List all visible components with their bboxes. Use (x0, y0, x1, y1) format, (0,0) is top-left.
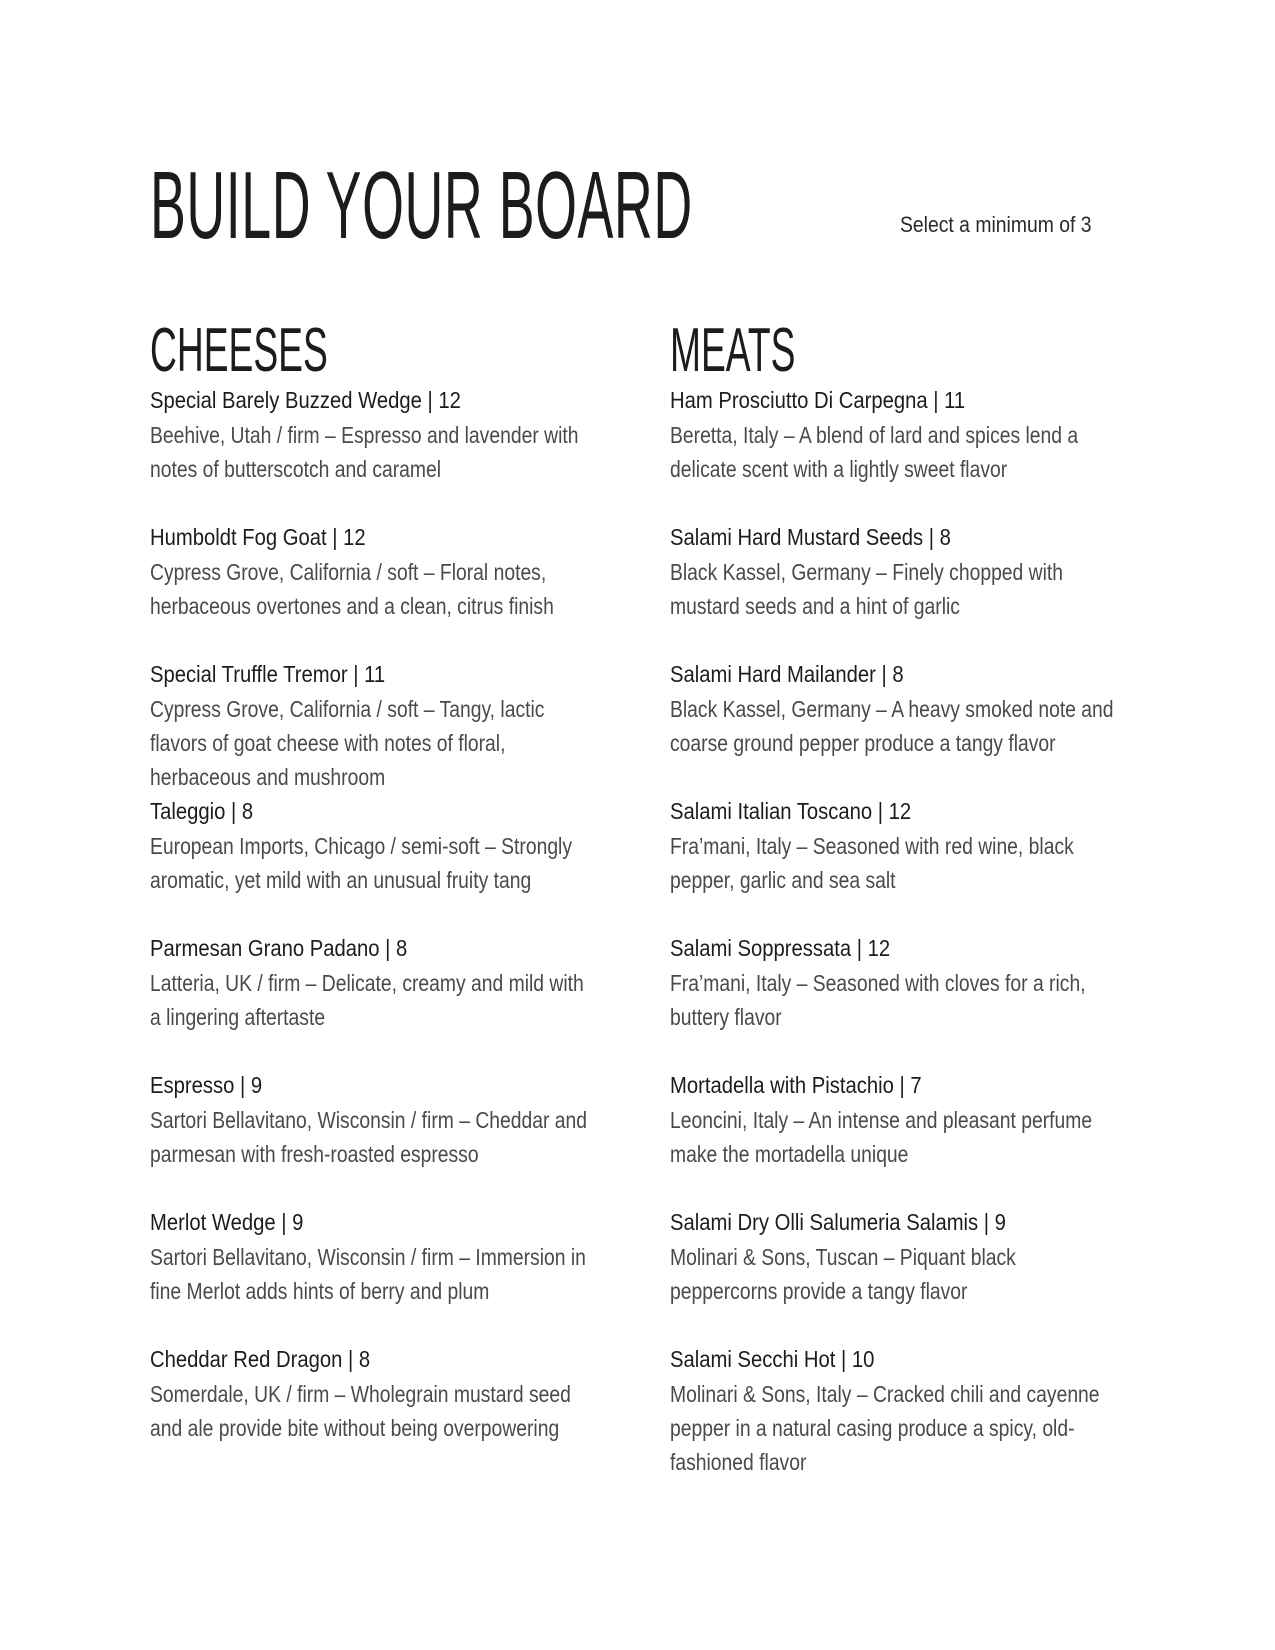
item-description: Cypress Grove, California / soft – Floral notes, herbaceous overtones and a clean, citrus finish (150, 559, 554, 619)
item-name: Salami Hard Mustard Seeds | 8 (670, 524, 951, 550)
item-name: Salami Hard Mailander | 8 (670, 661, 904, 687)
item-description: Black Kassel, Germany – Finely chopped with mustard seeds and a hint of garlic (670, 559, 1064, 619)
menu-item (150, 384, 610, 521)
item-description: Fra’mani, Italy – Seasoned with red wine, black pepper, garlic and sea salt (670, 833, 1074, 893)
item-description: Leoncini, Italy – An intense and pleasant perfume make the mortadella unique (670, 1107, 1093, 1167)
item-name: Cheddar Red Dragon | 8 (150, 1346, 371, 1372)
item-description: Beretta, Italy – A blend of lard and spices lend a delicate scent with a lightly sweet flavor (670, 422, 1079, 482)
menu-item (150, 1206, 610, 1343)
meats-section (670, 316, 1130, 1480)
page-title: BUILD YOUR BOARD (150, 152, 693, 259)
item-description: Latteria, UK / firm – Delicate, creamy and mild with a lingering aftertaste (150, 970, 584, 1030)
item-name: Taleggio | 8 (150, 798, 254, 824)
cheeses-heading: CHEESES (150, 316, 328, 385)
menu-item (670, 521, 1130, 658)
item-name: Humboldt Fog Goat | 12 (150, 524, 366, 550)
item-name: Salami Dry Olli Salumeria Salamis | 9 (670, 1209, 1006, 1235)
item-description: Cypress Grove, California / soft – Tangy, lactic flavors of goat cheese with notes of floral, herbaceous and mushroom (150, 696, 545, 790)
item-name: Special Truffle Tremor | 11 (150, 661, 386, 687)
item-description: Molinari & Sons, Italy – Cracked chili and cayenne pepper in a natural casing produce a spicy, old-fashioned flavor (670, 1381, 1100, 1475)
menu-item (150, 521, 610, 658)
item-description: Black Kassel, Germany – A heavy smoked note and coarse ground pepper produce a tangy flavor (670, 696, 1114, 756)
item-description: European Imports, Chicago / semi-soft – Strongly aromatic, yet mild with an unusual fruity tang (150, 833, 573, 893)
item-name: Merlot Wedge | 9 (150, 1209, 304, 1235)
item-description: Beehive, Utah / firm – Espresso and lavender with notes of butterscotch and caramel (150, 422, 579, 482)
menu-item (670, 1206, 1130, 1343)
menu-item (150, 1343, 610, 1480)
item-description: Somerdale, UK / firm – Wholegrain mustard seed and ale provide bite without being overpowering (150, 1381, 571, 1441)
menu-item (150, 795, 610, 932)
item-name: Mortadella with Pistachio | 7 (670, 1072, 922, 1098)
item-name: Ham Prosciutto Di Carpegna | 11 (670, 387, 966, 413)
menu-item (670, 384, 1130, 521)
item-name: Salami Secchi Hot | 10 (670, 1346, 875, 1372)
item-name: Parmesan Grano Padano | 8 (150, 935, 408, 961)
menu-item (150, 658, 610, 795)
menu-item (670, 658, 1130, 795)
menu-item (150, 1069, 610, 1206)
menu-item (670, 1069, 1130, 1206)
selection-note: Select a minimum of 3 (900, 212, 1092, 237)
menu-item (670, 932, 1130, 1069)
item-description: Fra’mani, Italy – Seasoned with cloves for a rich, buttery flavor (670, 970, 1086, 1030)
cheeses-section (150, 316, 610, 1480)
item-name: Espresso | 9 (150, 1072, 263, 1098)
menu-item (670, 1343, 1130, 1480)
item-description: Molinari & Sons, Tuscan – Piquant black peppercorns provide a tangy flavor (670, 1244, 1016, 1304)
menu-item (670, 795, 1130, 932)
item-description: Sartori Bellavitano, Wisconsin / firm – Cheddar and parmesan with fresh-roasted espresso (150, 1107, 588, 1167)
item-name: Salami Soppressata | 12 (670, 935, 891, 961)
meats-heading: MEATS (670, 316, 796, 385)
item-name: Special Barely Buzzed Wedge | 12 (150, 387, 461, 413)
item-name: Salami Italian Toscano | 12 (670, 798, 912, 824)
item-description: Sartori Bellavitano, Wisconsin / firm – Immersion in fine Merlot adds hints of berry and plum (150, 1244, 586, 1304)
menu-item (150, 932, 610, 1069)
